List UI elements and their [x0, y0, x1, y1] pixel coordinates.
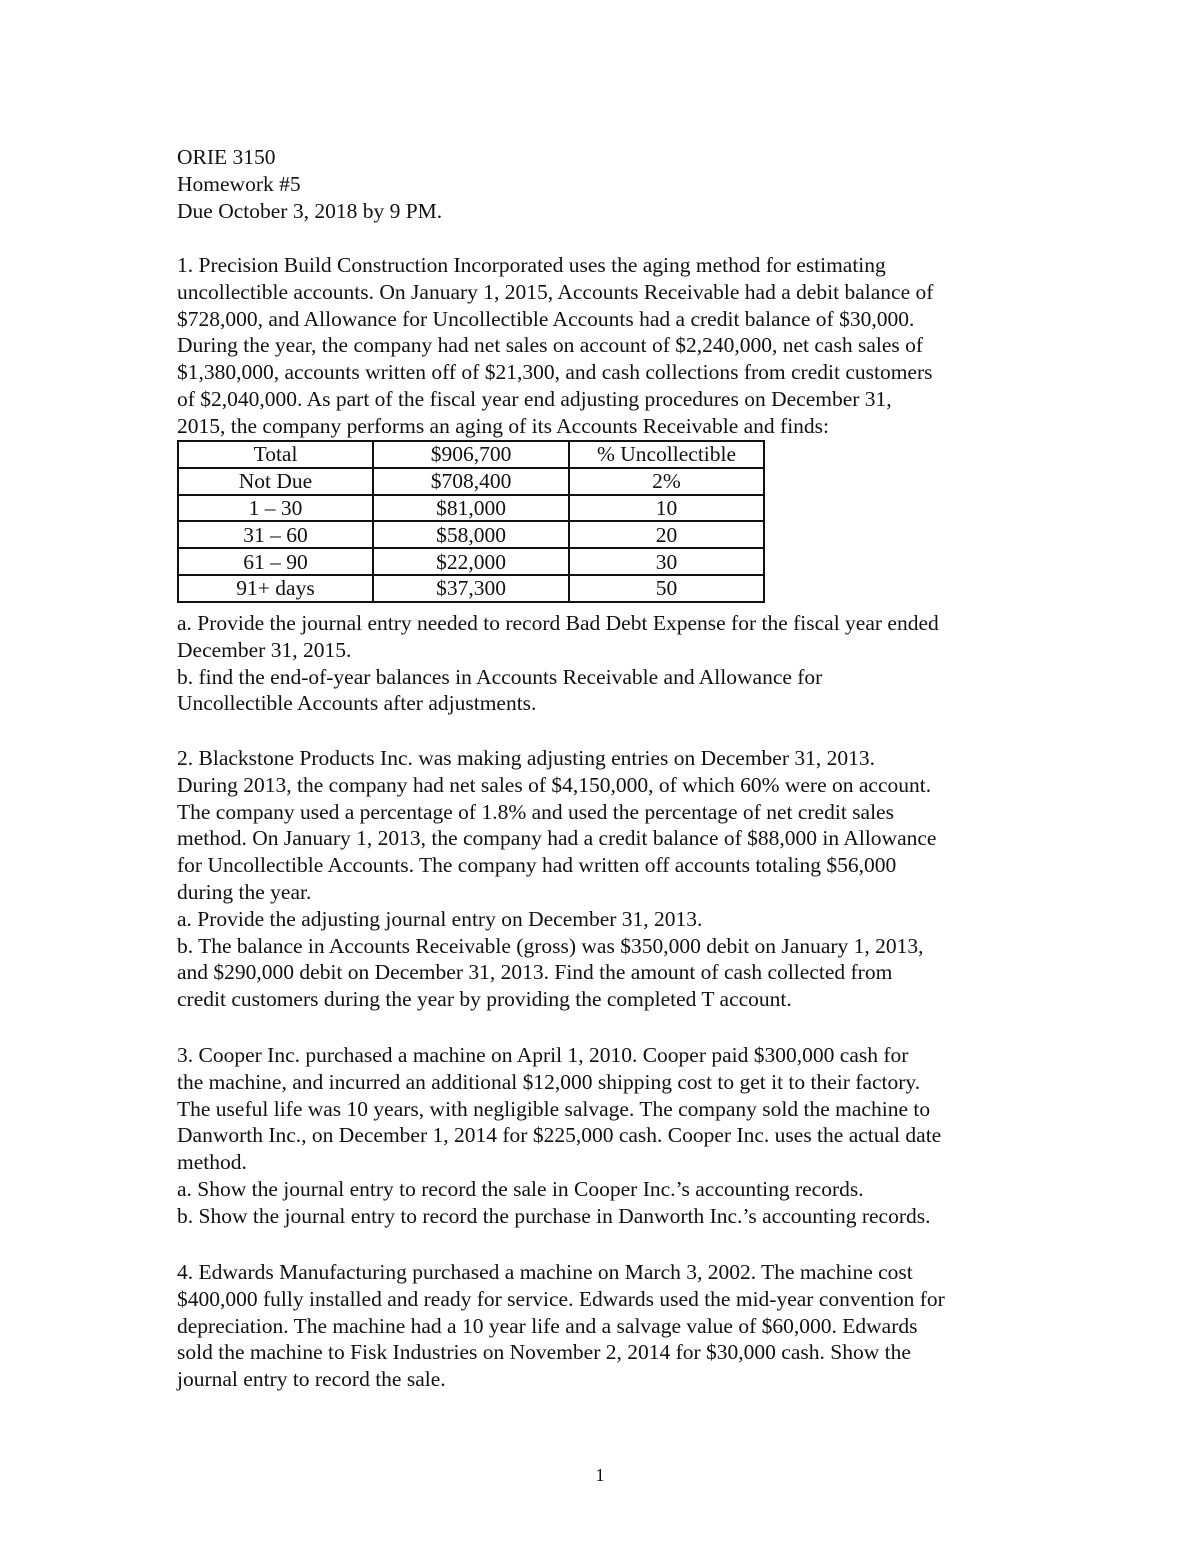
question-1-parts: [177, 610, 1037, 717]
table-cell: % Uncollectible: [569, 441, 764, 468]
paragraph-line: method.: [177, 1150, 247, 1175]
table-row: [178, 495, 764, 522]
paragraph-line: method. On January 1, 2013, the company had a credit balance of $88,000 in Allowance: [177, 826, 937, 851]
paragraph-line: $728,000, and Allowance for Uncollectible Accounts had a credit balance of $30,000.: [177, 306, 915, 331]
course-code: ORIE 3150: [177, 145, 276, 169]
paragraph-line: a. Show the journal entry to record the sale in Cooper Inc.’s accounting records.: [177, 1176, 864, 1201]
table-cell: $58,000: [373, 521, 569, 548]
paragraph-line: The useful life was 10 years, with negligible salvage. The company sold the machine to: [177, 1096, 931, 1121]
paragraph-line: During the year, the company had net sales on account of $2,240,000, net cash sales of: [177, 333, 924, 358]
paragraph-line: the machine, and incurred an additional $12,000 shipping cost to get it to their factory.: [177, 1069, 921, 1094]
paragraph-line: $400,000 fully installed and ready for service. Edwards used the mid-year convention for: [177, 1286, 945, 1311]
paragraph-line: a. Provide the adjusting journal entry on December 31, 2013.: [177, 906, 703, 931]
table-cell: 50: [569, 575, 764, 602]
document-header: [177, 144, 1037, 224]
paragraph-line: depreciation. The machine had a 10 year life and a salvage value of $60,000. Edwards: [177, 1313, 918, 1338]
paragraph-line: b. The balance in Accounts Receivable (gross) was $350,000 debit on January 1, 2013,: [177, 933, 924, 958]
paragraph-line: 1. Precision Build Construction Incorporated uses the aging method for estimating: [177, 253, 886, 277]
table-cell: 2%: [569, 468, 764, 495]
table-cell: 1 – 30: [178, 495, 373, 522]
table-row: [178, 468, 764, 495]
paragraph-line: 3. Cooper Inc. purchased a machine on April 1, 2010. Cooper paid $300,000 cash for: [177, 1043, 909, 1067]
table-row: [178, 441, 764, 468]
aging-table: [177, 440, 765, 603]
paragraph-line: and $290,000 debit on December 31, 2013. Find the amount of cash collected from: [177, 960, 893, 985]
table-cell: $37,300: [373, 575, 569, 602]
table-cell: $708,400: [373, 468, 569, 495]
table-cell: $22,000: [373, 548, 569, 575]
question-3: [177, 1042, 1037, 1230]
paragraph-line: b. find the end-of-year balances in Accounts Receivable and Allowance for: [177, 664, 823, 689]
paragraph-line: of $2,040,000. As part of the fiscal year end adjusting procedures on December 31,: [177, 386, 892, 411]
table-cell: 61 – 90: [178, 548, 373, 575]
paragraph-line: Danworth Inc., on December 1, 2014 for $225,000 cash. Cooper Inc. uses the actual date: [177, 1123, 942, 1148]
table-cell: $906,700: [373, 441, 569, 468]
table-cell: 20: [569, 521, 764, 548]
paragraph-line: journal entry to record the sale.: [177, 1367, 446, 1392]
table-cell: 31 – 60: [178, 521, 373, 548]
table-cell: Total: [178, 441, 373, 468]
question-1: [177, 252, 1037, 440]
assignment-title: Homework #5: [177, 171, 301, 196]
paragraph-line: during the year.: [177, 879, 312, 904]
paragraph-line: for Uncollectible Accounts. The company had written off accounts totaling $56,000: [177, 853, 897, 878]
paragraph-line: Uncollectible Accounts after adjustments.: [177, 691, 537, 716]
table-cell: Not Due: [178, 468, 373, 495]
paragraph-line: a. Provide the journal entry needed to record Bad Debt Expense for the fiscal year ended: [177, 611, 939, 635]
question-2: [177, 745, 1037, 1013]
table-cell: 91+ days: [178, 575, 373, 602]
table-cell: 10: [569, 495, 764, 522]
table-cell: 30: [569, 548, 764, 575]
paragraph-line: The company used a percentage of 1.8% and used the percentage of net credit sales: [177, 799, 894, 824]
paragraph-line: 2. Blackstone Products Inc. was making adjusting entries on December 31, 2013.: [177, 746, 876, 770]
paragraph-line: During 2013, the company had net sales of $4,150,000, of which 60% were on account.: [177, 772, 932, 797]
table-row: [178, 575, 764, 602]
paragraph-line: 2015, the company performs an aging of its Accounts Receivable and finds:: [177, 413, 830, 438]
table-row: [178, 548, 764, 575]
due-date: Due October 3, 2018 by 9 PM.: [177, 198, 443, 223]
table-cell: $81,000: [373, 495, 569, 522]
paragraph-line: 4. Edwards Manufacturing purchased a machine on March 3, 2002. The machine cost: [177, 1260, 913, 1284]
table-row: [178, 521, 764, 548]
paragraph-line: uncollectible accounts. On January 1, 2015, Accounts Receivable had a debit balance of: [177, 279, 934, 304]
paragraph-line: credit customers during the year by providing the completed T account.: [177, 987, 792, 1012]
paragraph-line: $1,380,000, accounts written off of $21,300, and cash collections from credit customers: [177, 360, 933, 385]
paragraph-line: sold the machine to Fisk Industries on November 2, 2014 for $30,000 cash. Show the: [177, 1340, 911, 1365]
paragraph-line: December 31, 2015.: [177, 637, 352, 662]
question-4: [177, 1259, 1037, 1393]
paragraph-line: b. Show the journal entry to record the purchase in Danworth Inc.’s accounting records.: [177, 1203, 931, 1228]
page-number: 1: [595, 1465, 605, 1485]
